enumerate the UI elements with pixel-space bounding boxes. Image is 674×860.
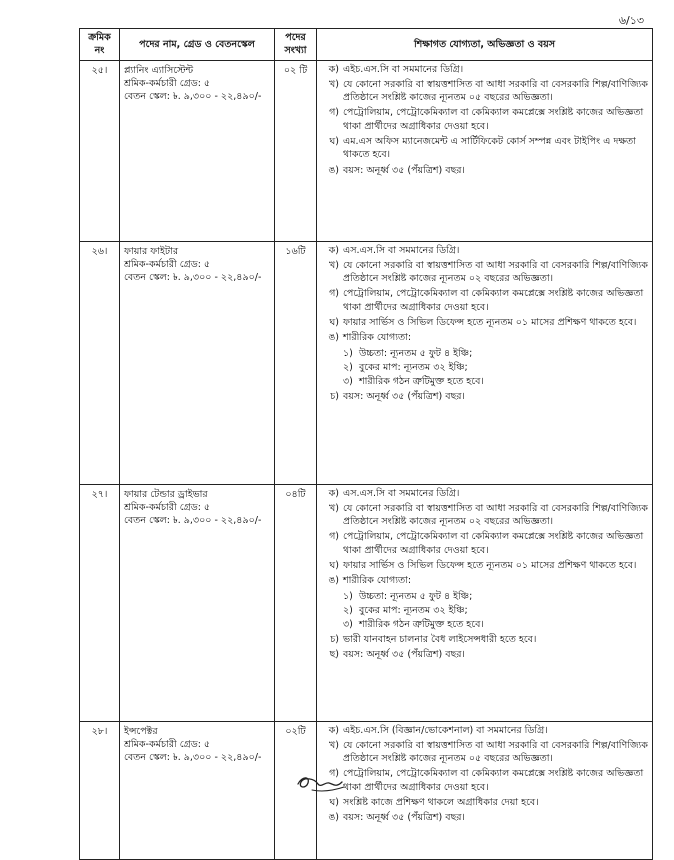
requirement-text: বয়স: অনূর্ধ্ব ৩৫ (পঁয়ত্রিশ) বছর। — [343, 164, 465, 176]
requirement-text: বয়স: অনূর্ধ্ব ৩৫ (পঁয়ত্রিশ) বছর। — [343, 648, 465, 660]
requirement-item — [317, 811, 652, 824]
requirement-mark: গ) — [329, 531, 339, 543]
serial-cell: ২৫। — [80, 60, 120, 241]
post-count-cell: ০২ টি — [275, 60, 317, 241]
header-serial: ক্রমিক নং — [80, 29, 120, 61]
requirement-text: শারীরিক যোগ্যতা: — [343, 332, 412, 344]
requirement-mark: ক) — [328, 487, 339, 499]
requirement-mark: ছ) — [329, 648, 339, 660]
sub-requirement-text: শারীরিক গঠন ত্রুটিমুক্ত হতে হবে। — [359, 619, 484, 631]
requirement-text: সংশ্লিষ্ট কাজে প্রশিক্ষণ থাকলে অগ্রাধিকার দেয়া হবে। — [343, 797, 539, 809]
sub-requirement-text: উচ্চতা: ন্যূনতম ৫ ফুট ৪ ইঞ্চি; — [359, 347, 473, 359]
post-cell — [120, 241, 275, 484]
requirements-cell — [317, 60, 653, 241]
requirement-item — [317, 287, 652, 314]
sub-requirement-text: শারীরিক গঠন ত্রুটিমুক্ত হতে হবে। — [359, 376, 484, 388]
requirement-text: পেট্রোলিয়াম, পেট্রোকেমিক্যাল বা কেমিক্যাল কমপ্লেক্সে সংশ্লিষ্ট কাজের অভিজ্ঞতা থাকা প্রার্থীদের অগ্রাধিকার দেওয়া হবে। — [343, 288, 644, 313]
requirement-item — [317, 135, 652, 162]
requirement-text: যে কোনো সরকারি বা স্বায়ত্তশাসিত বা আধা সরকারি বা বেসরকারি শিল্প/বাণিজ্যিক প্রতিষ্ঠানে সংশ্লিষ্ট কাজের ন্যূনতম ০৫ বছরের অভিজ্ঞতা। — [343, 739, 648, 765]
requirement-item — [317, 316, 652, 329]
requirement-item — [317, 633, 652, 646]
post-grade: শ্রমিক-কর্মচারী গ্রেড: ৫ — [124, 501, 211, 513]
requirement-item — [317, 724, 652, 737]
sub-requirement — [317, 375, 652, 388]
requirement-item — [317, 796, 652, 809]
post-count-cell: ০২টি — [275, 721, 317, 859]
requirement-item — [317, 164, 652, 177]
requirement-text: এস.এস.সি বা সমমানের ডিগ্রি। — [343, 487, 460, 499]
post-grade: শ্রমিক-কর্মচারী গ্রেড: ৫ — [124, 77, 211, 89]
post-count-cell: ০৪টি — [275, 484, 317, 721]
requirement-mark: গ) — [329, 768, 339, 780]
table-row — [80, 721, 653, 859]
sub-requirement-number: ১) — [343, 590, 353, 602]
requirement-mark: ঙ) — [328, 575, 339, 587]
sub-requirement-number: ৩) — [343, 619, 353, 631]
requirement-text: এইচ.এস.সি (বিজ্ঞান/ভোকেশনাল) বা সমমানের ডিগ্রি। — [343, 724, 548, 736]
requirement-text: এম.এস অফিস ম্যানেজমেন্ট এ সার্টিফিকেট কোর্স সম্পন্ন এবং টাইপিং এ দক্ষতা থাকতে হবে। — [343, 136, 636, 161]
requirement-item — [317, 259, 652, 286]
requirement-mark: ঙ) — [328, 164, 339, 176]
requirement-mark: ঘ) — [329, 317, 339, 329]
requirement-mark: খ) — [329, 502, 339, 514]
post-grade: শ্রমিক-কর্মচারী গ্রেড: ৫ — [124, 258, 211, 270]
requirement-text: পেট্রোলিয়াম, পেট্রোকেমিক্যাল বা কেমিক্যাল কমপ্লেক্সে সংশ্লিষ্ট কাজের অভিজ্ঞতা থাকা প্রার্থীদের অগ্রাধিকার দেওয়া হবে। — [343, 107, 644, 132]
post-cell — [120, 484, 275, 721]
sub-requirement — [317, 347, 652, 360]
page-number: ৬/১৩ — [618, 14, 644, 27]
requirement-mark: ক) — [328, 244, 339, 256]
requirement-mark: ঙ) — [328, 332, 339, 344]
requirement-item — [317, 574, 652, 587]
requirement-item — [317, 502, 652, 529]
post-cell — [120, 721, 275, 859]
post-scale: বেতন স্কেল: ৳. ৯,৩০০ - ২২,৪৯০/- — [124, 515, 262, 527]
sub-requirement — [317, 590, 652, 603]
requirement-text: যে কোনো সরকারি বা স্বায়ত্তশাসিত বা আধা সরকারি বা বেসরকারি শিল্প/বাণিজ্যিক প্রতিষ্ঠানে সংশ্লিষ্ট কাজের ন্যূনতম ০৫ বছরের অভিজ্ঞতা। — [343, 78, 648, 104]
table-row — [80, 60, 653, 241]
requirements-cell — [317, 484, 653, 721]
post-post: ইন্সপেক্টর — [124, 725, 158, 737]
serial-cell: ২৬। — [80, 241, 120, 484]
requirement-text: এইচ.এস.সি বা সমমানের ডিগ্রি। — [343, 63, 464, 75]
signature — [292, 770, 348, 796]
sub-requirement-text: বুকের মাপ: ন্যূনতম ৩২ ইঞ্চি; — [359, 604, 468, 616]
requirement-mark: গ) — [329, 107, 339, 119]
requirement-mark: ঘ) — [329, 136, 339, 148]
sub-requirement-text: বুকের মাপ: ন্যূনতম ৩২ ইঞ্চি; — [359, 361, 468, 373]
requirement-mark: গ) — [329, 288, 339, 300]
header-count: পদের সংখ্যা — [275, 29, 317, 61]
post-post: ফায়ার ফাইটার — [124, 245, 179, 257]
requirements-cell — [317, 241, 653, 484]
job-requirements-table — [79, 28, 653, 860]
requirement-item — [317, 106, 652, 133]
post-grade: শ্রমিক-কর্মচারী গ্রেড: ৫ — [124, 738, 211, 750]
requirement-mark: ঘ) — [329, 560, 339, 572]
requirement-item — [317, 739, 652, 766]
requirement-text: এস.এস.সি বা সমমানের ডিগ্রি। — [343, 244, 460, 256]
requirement-text: বয়স: অনূর্ধ্ব ৩৫ (পঁয়ত্রিশ) বছর। — [343, 812, 465, 824]
table-row — [80, 241, 653, 484]
requirement-mark: ঘ) — [329, 797, 339, 809]
requirement-item — [317, 530, 652, 557]
header-requirements: শিক্ষাগত যোগ্যতা, অভিজ্ঞতা ও বয়স — [317, 29, 653, 61]
requirement-item — [317, 331, 652, 344]
requirement-mark: চ) — [330, 633, 339, 645]
requirement-item — [317, 390, 652, 403]
requirement-text: পেট্রোলিয়াম, পেট্রোকেমিক্যাল বা কেমিক্যাল কমপ্লেক্সে সংশ্লিষ্ট কাজের অভিজ্ঞতা থাকা প্রার্থীদের অগ্রাধিকার দেওয়া হবে। — [343, 768, 644, 793]
sub-requirement — [317, 604, 652, 617]
requirement-text: শারীরিক যোগ্যতা: — [343, 575, 412, 587]
requirement-mark: খ) — [329, 259, 339, 271]
table-row — [80, 484, 653, 721]
sub-requirement-number: ২) — [343, 361, 353, 373]
post-cell — [120, 60, 275, 241]
requirement-item — [317, 63, 652, 76]
requirement-mark: ক) — [328, 724, 339, 736]
requirement-text: ফায়ার সার্ভিস ও সিভিল ডিফেন্স হতে ন্যূনতম ০১ মাসের প্রশিক্ষণ থাকতে হবে। — [343, 560, 637, 572]
requirements-cell — [317, 721, 653, 859]
sub-requirement — [317, 618, 652, 631]
sub-requirement-text: উচ্চতা: ন্যূনতম ৫ ফুট ৪ ইঞ্চি; — [359, 590, 473, 602]
sub-requirement — [317, 361, 652, 374]
requirement-item — [317, 78, 652, 105]
requirement-mark: খ) — [329, 739, 339, 751]
requirement-mark: ঙ) — [328, 812, 339, 824]
requirement-text: যে কোনো সরকারি বা স্বায়ত্তশাসিত বা আধা সরকারি বা বেসরকারি শিল্প/বাণিজ্যিক প্রতিষ্ঠানে সংশ্লিষ্ট কাজের ন্যূনতম ০২ বছরের অভিজ্ঞতা। — [343, 259, 648, 285]
requirement-text: বয়স: অনূর্ধ্ব ৩৫ (পঁয়ত্রিশ) বছর। — [343, 390, 465, 402]
serial-cell: ২৭। — [80, 484, 120, 721]
requirement-mark: চ) — [330, 390, 339, 402]
post-post: প্ল্যানিং এ্যাসিস্টেন্ট — [124, 64, 194, 76]
requirement-mark: ক) — [328, 63, 339, 75]
sub-requirement-number: ২) — [343, 604, 353, 616]
table-header-row — [80, 29, 653, 61]
requirement-item — [317, 244, 652, 257]
requirement-text: ফায়ার সার্ভিস ও সিভিল ডিফেন্স হতে ন্যূনতম ০১ মাসের প্রশিক্ষণ থাকতে হবে। — [343, 317, 637, 329]
requirement-text: পেট্রোলিয়াম, পেট্রোকেমিক্যাল বা কেমিক্যাল কমপ্লেক্সে সংশ্লিষ্ট কাজের অভিজ্ঞতা থাকা প্রার্থীদের অগ্রাধিকার দেওয়া হবে। — [343, 531, 644, 556]
header-post: পদের নাম, গ্রেড ও বেতনস্কেল — [120, 29, 275, 61]
requirement-item — [317, 487, 652, 500]
requirement-item — [317, 559, 652, 572]
post-post: ফায়ার টেন্ডার ড্রাইভার — [124, 488, 208, 500]
requirement-text: ভারী যানবাহন চালনার বৈধ লাইসেন্সধারী হতে হবে। — [343, 633, 537, 645]
requirement-item — [317, 648, 652, 661]
requirement-item — [317, 767, 652, 794]
post-count-cell: ১৬টি — [275, 241, 317, 484]
post-scale: বেতন স্কেল: ৳. ৯,৩০০ - ২২,৪৯০/- — [124, 752, 262, 764]
requirement-text: যে কোনো সরকারি বা স্বায়ত্তশাসিত বা আধা সরকারি বা বেসরকারি শিল্প/বাণিজ্যিক প্রতিষ্ঠানে সংশ্লিষ্ট কাজের ন্যূনতম ০২ বছরের অভিজ্ঞতা। — [343, 502, 648, 528]
post-scale: বেতন স্কেল: ৳. ৯,৩০০ - ২২,৪৯০/- — [124, 272, 262, 284]
sub-requirement-number: ৩) — [343, 376, 353, 388]
post-scale: বেতন স্কেল: ৳. ৯,৩০০ - ২২,৪৯০/- — [124, 91, 262, 103]
serial-cell: ২৮। — [80, 721, 120, 859]
requirement-mark: খ) — [329, 78, 339, 90]
sub-requirement-number: ১) — [343, 347, 353, 359]
